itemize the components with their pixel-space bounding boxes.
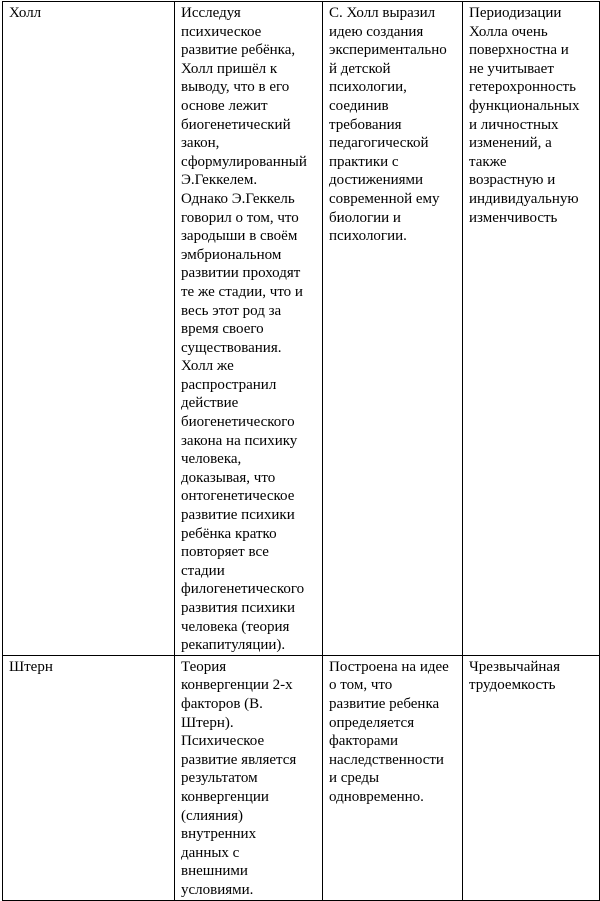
theory-essence: Теория конвергенции 2-х факторов (В. Штерн). Психическое развитие является результатом конвергенции (слияния) внутренних данных с внешними условиями. [181,658,297,898]
author-name: Штерн [9,658,53,675]
table-row [3,2,600,656]
cell-essence [175,2,323,656]
theory-essence: Исследуя психическое развитие ребёнка, Холл пришёл к выводу, что в его основе лежит биогенетический закон, сформулированный Э.Геккелем. Однако Э.Геккель говорил о том, что зародыши в своём эмбриональном развитии проходят те же стадии, что и весь этот род за время своего существования. Холл же распространил действие биогенетического закона на психику человека, доказывая, что онтогенетическое развитие психики ребёнка кратко повторяет все стадии филогенетического развития психики человека (теория рекапитуляции). [181,5,307,654]
author-name: Холл [9,5,42,21]
cell-criticism [463,655,600,900]
cell-essence [175,655,323,900]
theories-table [2,1,600,901]
theory-merit: С. Холл выразил идею создания экспериментально й детской психологии, соединив требования педагогической практики с достижениями современной ему биологии и психологии. [329,5,447,245]
cell-name [3,655,175,900]
cell-merit [323,655,463,900]
cell-name [3,2,175,656]
theory-merit: Построена на идее о том, что развитие ребенка определяется факторами наследственности и среды одновременно. [329,658,449,805]
theory-criticism: Чрезвычайная трудоемкость [469,658,560,694]
table-row [3,655,600,900]
theory-criticism: Периодизации Холла очень поверхностна и не учитывает гетерохронность функциональных и личностных изменений, а также возрастную и индивидуальную изменчивость [469,5,580,226]
cell-merit [323,2,463,656]
cell-criticism [463,2,600,656]
